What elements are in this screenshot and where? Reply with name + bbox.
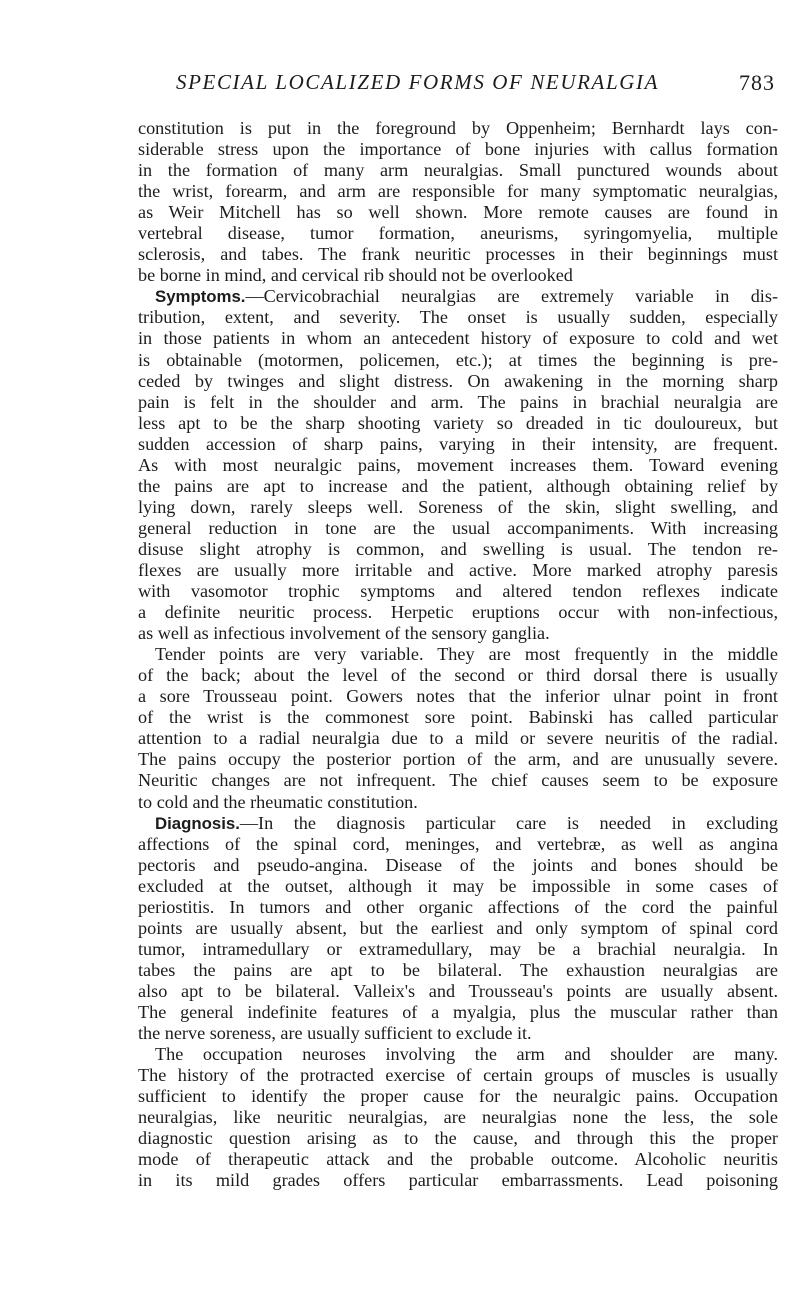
text-line: sudden accession of sharp pains, varying in their intensity, are frequent. — [138, 433, 778, 454]
text-line: a sore Trousseau point. Gowers notes that the inferior ulnar point in front — [138, 686, 778, 707]
text-line: attention to a radial neuralgia due to a mild or severe neuritis of the radial. — [138, 728, 778, 749]
text-line: The occupation neuroses involving the arm and shoulder are many. — [155, 1044, 778, 1065]
text-run: —In the diagnosis particular care is needed in excluding — [239, 812, 778, 833]
text-line: as Weir Mitchell has so well shown. More remote causes are found in — [138, 202, 778, 223]
text-line: sufficient to identify the proper cause for the neuralgic pains. Occupation — [138, 1086, 778, 1107]
section-heading-symptoms: Symptoms. — [155, 287, 246, 307]
text-line: of the wrist is the commonest sore point. Babinski has called particular — [138, 707, 778, 728]
text-line: a definite neuritic process. Herpetic eruptions occur with non-infectious, — [138, 602, 778, 623]
text-line: be borne in mind, and cervical rib should not be overlooked — [138, 265, 573, 286]
text-line: with vasomotor trophic symptoms and altered tendon reflexes indicate — [138, 581, 778, 602]
text-line: as well as infectious involvement of the sensory ganglia. — [138, 623, 550, 644]
text-line: vertebral disease, tumor formation, aneurisms, syringomyelia, multiple — [138, 223, 778, 244]
text-line: of the back; about the level of the second or third dorsal there is usually — [138, 665, 778, 686]
text-line: less apt to be the sharp shooting variety so dreaded in tic douloureux, but — [138, 412, 778, 433]
text-line: excluded at the outset, although it may be impossible in some cases of — [138, 875, 778, 896]
text-line: in its mild grades offers particular embarrassments. Lead poisoning — [138, 1170, 778, 1191]
text-line: pectoris and pseudo-angina. Disease of the joints and bones should be — [138, 854, 778, 875]
text-line: general reduction in tone are the usual accompaniments. With increasing — [138, 517, 778, 538]
text-line: disuse slight atrophy is common, and swelling is usual. The tendon re- — [138, 538, 778, 559]
text-line: siderable stress upon the importance of bone injuries with callus formation — [138, 139, 778, 160]
page-number: 783 — [739, 70, 775, 95]
paragraph-line-diagnosis — [138, 813, 778, 834]
text-line: periostitis. In tumors and other organic affections of the cord the painful — [138, 896, 778, 917]
text-line: to cold and the rheumatic constitution. — [138, 791, 418, 812]
text-line: pain is felt in the shoulder and arm. The pains in brachial neuralgia are — [138, 391, 778, 412]
body-text — [138, 118, 778, 1212]
text-line: The general indefinite features of a myalgia, plus the muscular rather than — [138, 1001, 778, 1022]
text-line: Tender points are very variable. They are most frequently in the middle — [155, 644, 778, 665]
text-line: tabes the pains are apt to be bilateral. The exhaustion neuralgias are — [138, 959, 778, 980]
text-line: lying down, rarely sleeps well. Soreness of the skin, slight swelling, and — [138, 496, 778, 517]
text-line: in the formation of many arm neuralgias. Small punctured wounds about — [138, 160, 778, 181]
running-title: SPECIAL LOCALIZED FORMS OF NEURALGIA — [176, 70, 660, 94]
text-line: Neuritic changes are not infrequent. The chief causes seem to be exposure — [138, 770, 778, 791]
text-line: As with most neuralgic pains, movement increases them. Toward evening — [138, 454, 778, 475]
text-line: flexes are usually more irritable and active. More marked atrophy paresis — [138, 559, 778, 580]
text-line: neuralgias, like neuritic neuralgias, are neuralgias none the less, the sole — [138, 1107, 778, 1128]
text-line: sclerosis, and tabes. The frank neuritic processes in their beginnings must — [138, 244, 778, 265]
paragraph-line-symptoms — [138, 286, 778, 307]
section-heading-diagnosis: Diagnosis. — [155, 813, 240, 833]
text-line: tribution, extent, and severity. The onset is usually sudden, especially — [138, 307, 778, 328]
text-line: tumor, intramedullary or extramedullary, may be a brachial neuralgia. In — [138, 938, 778, 959]
text-line: The pains occupy the posterior portion of the arm, and are unusually severe. — [138, 749, 778, 770]
text-line: affections of the spinal cord, meninges, and vertebræ, as well as angina — [138, 833, 778, 854]
text-line: The history of the protracted exercise of certain groups of muscles is usually — [138, 1065, 778, 1086]
text-line: ceded by twinges and slight distress. On awakening in the morning sharp — [138, 370, 778, 391]
text-line — [138, 1191, 778, 1212]
text-run: —Cervicobrachial neuralgias are extremely variable in dis- — [245, 286, 778, 307]
running-head — [140, 70, 775, 110]
text-line: the wrist, forearm, and arm are responsible for many symptomatic neuralgias, — [138, 181, 778, 202]
text-line: is obtainable (motormen, policemen, etc.); at times the beginning is pre- — [138, 349, 778, 370]
text-line: also apt to be bilateral. Valleix's and Trousseau's points are usually absent. — [138, 980, 778, 1001]
text-line: constitution is put in the foreground by Oppenheim; Bernhardt lays con- — [138, 118, 778, 138]
text-line: points are usually absent, but the earliest and only symptom of spinal cord — [138, 917, 778, 938]
text-line: the pains are apt to increase and the patient, although obtaining relief by — [138, 475, 778, 496]
text-line: mode of therapeutic attack and the probable outcome. Alcoholic neuritis — [138, 1149, 778, 1170]
text-line: in those patients in whom an antecedent history of exposure to cold and wet — [138, 328, 778, 349]
text-line: the nerve soreness, are usually sufficient to exclude it. — [138, 1023, 532, 1044]
text-line: diagnostic question arising as to the cause, and through this the proper — [138, 1128, 778, 1149]
